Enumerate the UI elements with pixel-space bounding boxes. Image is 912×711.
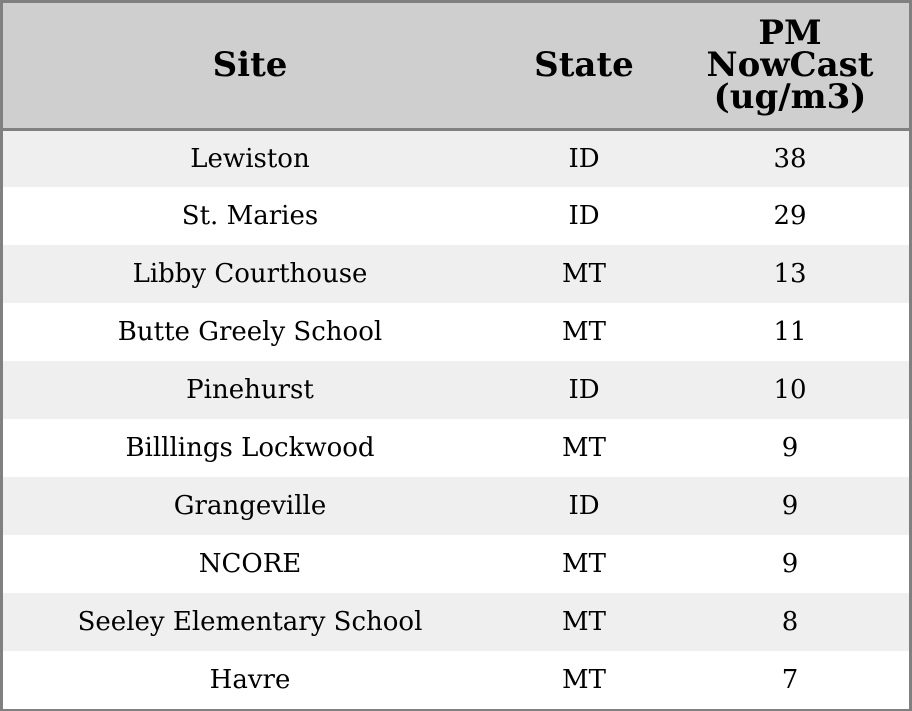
table-row: [3, 245, 909, 303]
cell-pm: 9: [781, 549, 799, 579]
cell-pm: 7: [781, 665, 799, 695]
header-pm-line-1: PM: [758, 13, 822, 54]
header-pm-line-2: NowCast: [706, 45, 874, 86]
cell-state: ID: [568, 375, 600, 405]
table-row: [3, 535, 909, 593]
table-row: [3, 651, 909, 709]
header-pm-line-3: (ug/m3): [713, 77, 867, 118]
cell-pm: 10: [773, 375, 807, 405]
cell-site: Libby Courthouse: [132, 259, 368, 289]
pm-nowcast-table: [3, 3, 909, 709]
cell-site: St. Maries: [181, 201, 319, 231]
table-row: [3, 361, 909, 419]
cell-site: Butte Greely School: [117, 317, 383, 347]
header-state-line: State: [534, 45, 634, 86]
cell-site: Pinehurst: [186, 375, 314, 405]
table-row: [3, 187, 909, 245]
cell-site: Billlings Lockwood: [125, 433, 375, 463]
cell-pm: 9: [781, 491, 799, 521]
cell-pm: 29: [773, 201, 807, 231]
cell-state: MT: [562, 665, 606, 695]
cell-site: Lewiston: [190, 143, 310, 174]
cell-state: MT: [562, 317, 606, 347]
cell-site: Seeley Elementary School: [77, 607, 423, 637]
cell-site: Havre: [209, 665, 291, 695]
header-row: [3, 3, 909, 129]
cell-pm: 8: [781, 607, 799, 637]
table-header: [3, 3, 909, 129]
cell-state: MT: [562, 433, 606, 463]
cell-state: ID: [568, 143, 600, 174]
table-row: [3, 303, 909, 361]
table-row: [3, 593, 909, 651]
cell-pm: 38: [773, 143, 807, 174]
column-header-state: [497, 3, 671, 129]
column-header-site: [3, 3, 497, 129]
table-row: [3, 129, 909, 187]
cell-pm: 13: [773, 259, 807, 289]
cell-pm: 11: [773, 317, 807, 347]
table-body: [3, 129, 909, 709]
cell-site: NCORE: [198, 549, 302, 579]
cell-state: ID: [568, 201, 600, 231]
table-row: [3, 419, 909, 477]
table-row: [3, 477, 909, 535]
cell-state: MT: [562, 549, 606, 579]
header-site-line: Site: [212, 45, 288, 86]
cell-pm: 9: [781, 433, 799, 463]
cell-state: ID: [568, 491, 600, 521]
cell-site: Grangeville: [173, 491, 327, 521]
cell-state: MT: [562, 607, 606, 637]
column-header-pm: [671, 3, 909, 129]
cell-state: MT: [562, 259, 606, 289]
